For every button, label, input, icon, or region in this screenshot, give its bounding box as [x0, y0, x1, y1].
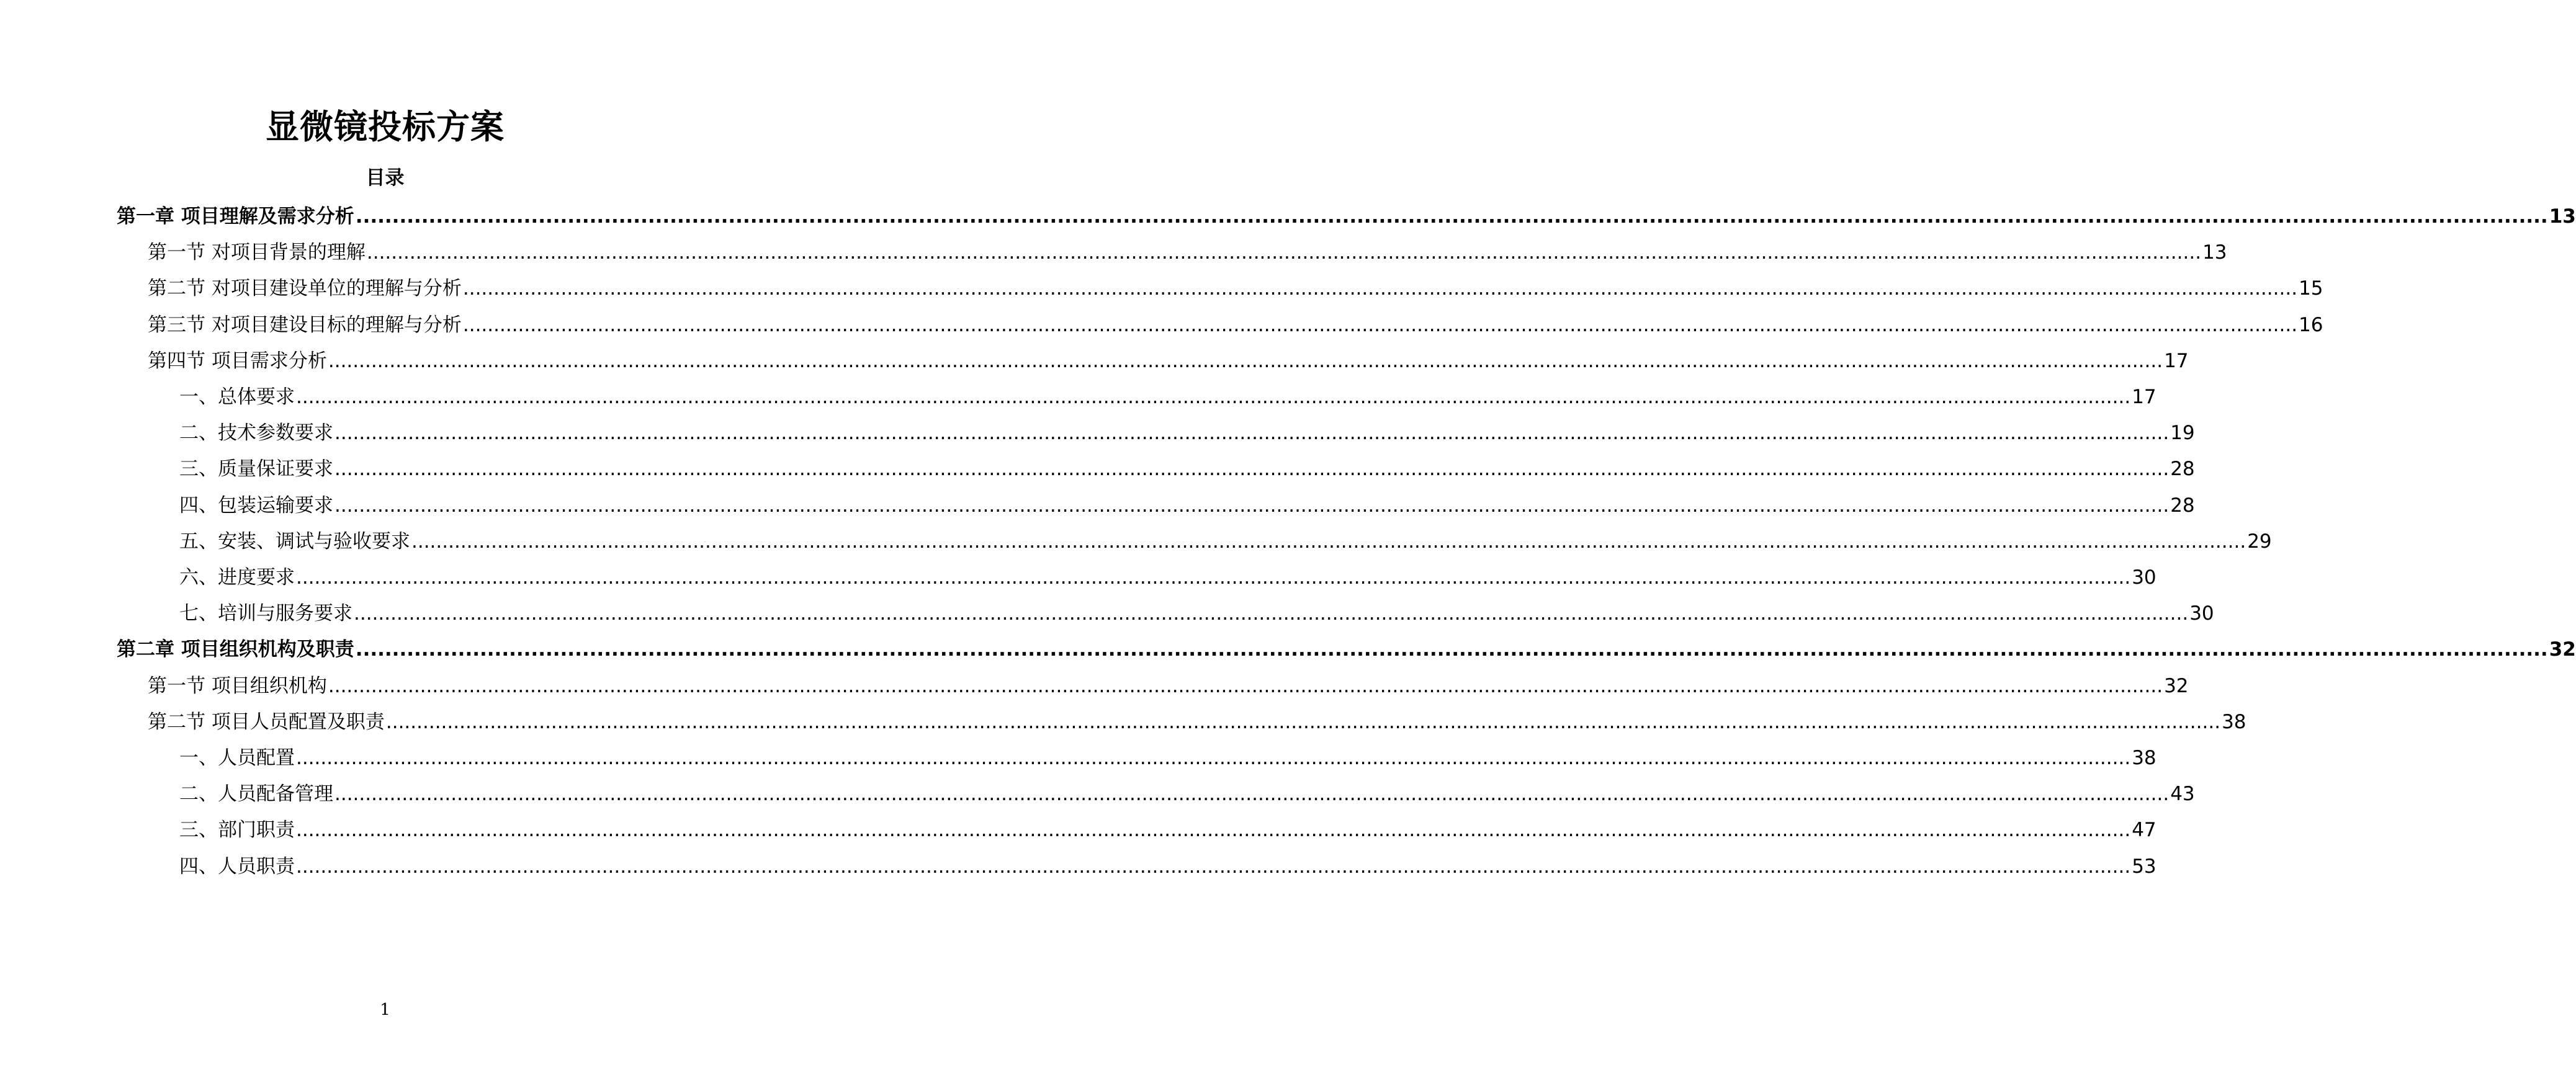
toc-entry-label: 三、部门职责: [179, 819, 295, 842]
toc-entry-page: 47: [2132, 819, 2156, 842]
toc-entry[interactable]: [148, 347, 2189, 375]
toc-dot-leader: ............................................................................................................................................................................................................................................................................................................: [296, 747, 2131, 769]
toc-entry-page: 30: [2132, 566, 2156, 589]
toc-entry-label: 五、安装、调试与验收要求: [179, 530, 410, 553]
toc-entry-page: 13: [2549, 205, 2576, 228]
toc-entry[interactable]: [179, 816, 2156, 844]
toc-entry-label: 一、总体要求: [179, 386, 295, 408]
toc-dot-leader: ............................................................................................................................................................................................................................................................................................................: [462, 277, 2298, 300]
toc-entry-label: 二、人员配备管理: [179, 783, 333, 806]
toc-entry-label: 一、人员配置: [179, 747, 295, 769]
toc-entry-page: 15: [2299, 277, 2323, 300]
page-number: 1: [380, 1001, 390, 1019]
toc-dot-leader: ............................................................................................................................................................................................................................................................................................................: [366, 241, 2202, 264]
toc-entry-label: 二、技术参数要求: [179, 422, 333, 445]
toc-dot-leader: ............................................................................................................................................................................................................................................................................................................: [411, 530, 2246, 553]
toc-entry-label: 第一节 项目组织机构: [148, 674, 327, 697]
toc-entry-page: 32: [2164, 674, 2189, 697]
toc-entry-label: 七、培训与服务要求: [179, 602, 352, 625]
toc-entry-page: 28: [2170, 494, 2195, 517]
toc-entry-page: 19: [2170, 422, 2195, 445]
toc-entry-label: 第二节 对项目建设单位的理解与分析: [148, 277, 462, 300]
toc-entry[interactable]: [117, 636, 2576, 663]
toc-entry-label: 第一章 项目理解及需求分析: [117, 205, 354, 228]
toc-entry[interactable]: [179, 780, 2195, 808]
toc-entry-page: 16: [2299, 313, 2323, 336]
toc-entry-label: 第二节 项目人员配置及职责: [148, 710, 385, 733]
toc-entry-label: 六、进度要求: [179, 566, 295, 589]
toc-entry-label: 四、人员职责: [179, 855, 295, 878]
toc-entry-label: 四、包装运输要求: [179, 494, 333, 517]
toc-dot-leader: ............................................................................................................................................................................................................................................................................................................: [334, 494, 2170, 517]
toc-entry-page: 43: [2170, 783, 2195, 806]
toc-entry-label: 第三节 对项目建设目标的理解与分析: [148, 313, 462, 336]
toc-entry[interactable]: [179, 744, 2156, 772]
toc-entry[interactable]: [179, 853, 2156, 880]
toc-entry-label: 第四节 项目需求分析: [148, 349, 327, 372]
toc-dot-leader: ............................................................................................................................................................................................................................................................................................................: [354, 602, 2189, 625]
toc-dot-leader: ............................................................................................................................................................................................................................................................................................................: [296, 566, 2131, 589]
toc-entry[interactable]: [179, 528, 2272, 555]
toc-entry[interactable]: [179, 492, 2195, 519]
toc-dot-leader: ............................................................................................................................................................................................................................................................................................................: [355, 638, 2548, 661]
toc-entry[interactable]: [148, 672, 2189, 700]
toc-dot-leader: ............................................................................................................................................................................................................................................................................................................: [328, 349, 2163, 372]
toc-entry[interactable]: [117, 203, 2576, 230]
document-title: 显微镜投标方案: [266, 107, 505, 146]
toc-dot-leader: ............................................................................................................................................................................................................................................................................................................: [296, 386, 2131, 408]
toc-entry[interactable]: [148, 311, 2323, 339]
toc-dot-leader: ............................................................................................................................................................................................................................................................................................................: [334, 422, 2170, 445]
toc-entry-page: 30: [2189, 602, 2214, 625]
toc-dot-leader: ............................................................................................................................................................................................................................................................................................................: [328, 674, 2163, 697]
toc-entry[interactable]: [179, 419, 2195, 447]
toc-dot-leader: ............................................................................................................................................................................................................................................................................................................: [334, 783, 2170, 806]
toc-entry-page: 17: [2132, 386, 2156, 408]
toc-entry[interactable]: [148, 708, 2246, 736]
toc-entry-page: 53: [2132, 855, 2156, 878]
toc-dot-leader: ............................................................................................................................................................................................................................................................................................................: [462, 313, 2298, 336]
toc-dot-leader: ............................................................................................................................................................................................................................................................................................................: [296, 819, 2131, 842]
toc-entry[interactable]: [179, 383, 2156, 411]
toc-entry[interactable]: [179, 455, 2195, 483]
toc-entry-page: 29: [2247, 530, 2272, 553]
toc-entry-page: 38: [2132, 747, 2156, 769]
toc-entry-page: 28: [2170, 458, 2195, 481]
toc-entry[interactable]: [148, 275, 2323, 302]
toc-entry-page: 17: [2164, 349, 2189, 372]
toc-entry[interactable]: [148, 239, 2227, 266]
toc-entry-label: 三、质量保证要求: [179, 458, 333, 481]
toc-dot-leader: ............................................................................................................................................................................................................................................................................................................: [296, 855, 2131, 878]
toc-heading: 目录: [366, 167, 405, 189]
toc-entry-label: 第二章 项目组织机构及职责: [117, 638, 354, 661]
toc-dot-leader: ............................................................................................................................................................................................................................................................................................................: [334, 458, 2170, 481]
toc-entry-page: 32: [2549, 638, 2576, 661]
toc-entry[interactable]: [179, 564, 2156, 591]
toc-entry[interactable]: [179, 600, 2214, 627]
toc-entry-page: 13: [2202, 241, 2227, 264]
toc-entry-label: 第一节 对项目背景的理解: [148, 241, 366, 264]
toc-entry-page: 38: [2222, 710, 2246, 733]
toc-dot-leader: ............................................................................................................................................................................................................................................................................................................: [385, 710, 2221, 733]
toc-dot-leader: ............................................................................................................................................................................................................................................................................................................: [355, 205, 2548, 228]
